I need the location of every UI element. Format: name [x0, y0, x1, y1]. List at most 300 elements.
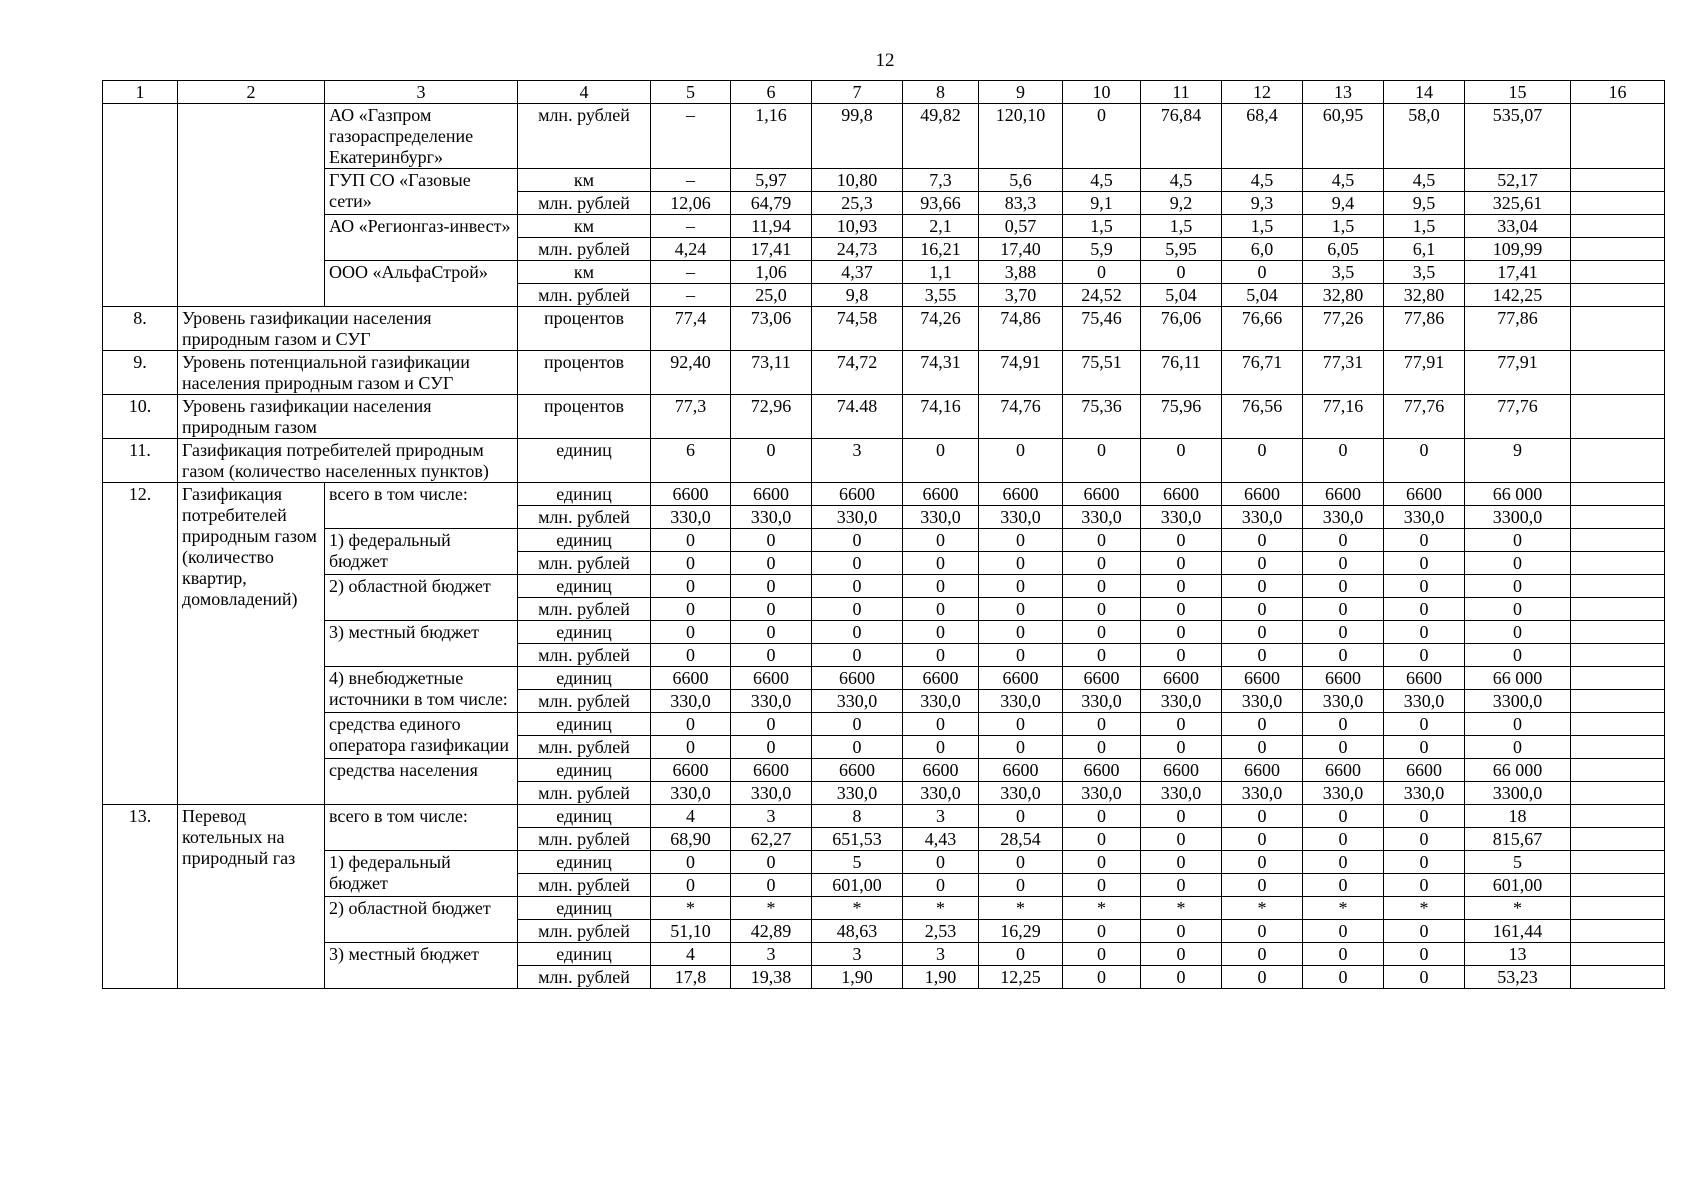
- value-cell: 74,86: [979, 307, 1063, 351]
- value-cell: 17,41: [1465, 261, 1571, 284]
- indicator-name-cell: Перевод котельных на природный газ: [178, 805, 325, 989]
- value-cell: 1,5: [1141, 215, 1222, 238]
- value-cell: 66 000: [1465, 759, 1571, 782]
- value-cell: 52,17: [1465, 169, 1571, 192]
- column-number-cell: 13: [1303, 81, 1384, 104]
- empty-cell: [1571, 552, 1665, 575]
- value-cell: 0: [1384, 598, 1465, 621]
- funding-source-cell: 2) областной бюджет: [325, 897, 518, 943]
- value-cell: 0: [651, 644, 731, 667]
- unit-cell: млн. рублей: [518, 874, 651, 897]
- empty-cell: [1571, 215, 1665, 238]
- value-cell: 66 000: [1465, 667, 1571, 690]
- value-cell: 74,31: [903, 351, 979, 395]
- value-cell: 0: [1063, 598, 1141, 621]
- funding-source-cell: 1) федеральный бюджет: [325, 851, 518, 897]
- value-cell: 0: [1222, 575, 1303, 598]
- value-cell: 77,16: [1303, 395, 1384, 439]
- value-cell: 25,0: [731, 284, 812, 307]
- value-cell: 64,79: [731, 192, 812, 215]
- value-cell: 3300,0: [1465, 782, 1571, 805]
- value-cell: 0: [979, 621, 1063, 644]
- value-cell: 74,26: [903, 307, 979, 351]
- value-cell: 0: [731, 851, 812, 874]
- value-cell: 0: [903, 851, 979, 874]
- value-cell: 93,66: [903, 192, 979, 215]
- value-cell: 17,41: [731, 238, 812, 261]
- unit-cell: единиц: [518, 575, 651, 598]
- value-cell: 4: [651, 805, 731, 828]
- value-cell: 330,0: [1063, 690, 1141, 713]
- value-cell: 0: [1384, 851, 1465, 874]
- value-cell: 4,43: [903, 828, 979, 851]
- value-cell: 0: [1384, 828, 1465, 851]
- value-cell: 17,8: [651, 966, 731, 989]
- value-cell: 0: [1063, 966, 1141, 989]
- value-cell: 0: [1063, 805, 1141, 828]
- value-cell: 0: [1465, 621, 1571, 644]
- value-cell: 6600: [812, 667, 903, 690]
- value-cell: 0: [1222, 851, 1303, 874]
- value-cell: 72,96: [731, 395, 812, 439]
- column-number-cell: 6: [731, 81, 812, 104]
- value-cell: 24,73: [812, 238, 903, 261]
- value-cell: 77,86: [1384, 307, 1465, 351]
- value-cell: 6600: [812, 483, 903, 506]
- value-cell: 6600: [1384, 483, 1465, 506]
- unit-cell: млн. рублей: [518, 506, 651, 529]
- value-cell: 0: [1384, 805, 1465, 828]
- value-cell: 0: [1222, 598, 1303, 621]
- value-cell: 6600: [651, 483, 731, 506]
- value-cell: 6,0: [1222, 238, 1303, 261]
- value-cell: 0: [1141, 851, 1222, 874]
- value-cell: 330,0: [903, 690, 979, 713]
- value-cell: 5,04: [1141, 284, 1222, 307]
- empty-cell: [1571, 351, 1665, 395]
- unit-cell: млн. рублей: [518, 598, 651, 621]
- empty-cell: [1571, 851, 1665, 874]
- unit-cell: единиц: [518, 483, 651, 506]
- value-cell: 0: [1303, 943, 1384, 966]
- value-cell: 651,53: [812, 828, 903, 851]
- empty-cell: [1571, 782, 1665, 805]
- empty-cell: [1571, 736, 1665, 759]
- value-cell: 0: [731, 713, 812, 736]
- value-cell: 330,0: [651, 690, 731, 713]
- unit-cell: процентов: [518, 351, 651, 395]
- value-cell: 0: [812, 575, 903, 598]
- value-cell: 0: [651, 874, 731, 897]
- value-cell: 5: [1465, 851, 1571, 874]
- empty-cell: [1571, 644, 1665, 667]
- value-cell: 0: [1303, 966, 1384, 989]
- value-cell: 330,0: [1303, 782, 1384, 805]
- value-cell: 75,96: [1141, 395, 1222, 439]
- value-cell: 1,1: [903, 261, 979, 284]
- value-cell: 74,76: [979, 395, 1063, 439]
- value-cell: 142,25: [1465, 284, 1571, 307]
- value-cell: 25,3: [812, 192, 903, 215]
- value-cell: 3,70: [979, 284, 1063, 307]
- value-cell: 76,06: [1141, 307, 1222, 351]
- unit-cell: млн. рублей: [518, 736, 651, 759]
- value-cell: 3: [812, 943, 903, 966]
- value-cell: 3: [903, 943, 979, 966]
- value-cell: 75,36: [1063, 395, 1141, 439]
- empty-cell: [1571, 439, 1665, 483]
- value-cell: 109,99: [1465, 238, 1571, 261]
- table-row: [103, 104, 1665, 169]
- number-cell: 10.: [103, 395, 178, 439]
- value-cell: 4: [651, 943, 731, 966]
- indicator-name-cell: Уровень потенциальной газификации населения природным газом и СУГ: [178, 351, 518, 395]
- value-cell: 0: [812, 621, 903, 644]
- value-cell: 6600: [1222, 759, 1303, 782]
- value-cell: 33,04: [1465, 215, 1571, 238]
- value-cell: 0: [1063, 828, 1141, 851]
- value-cell: 1,5: [1303, 215, 1384, 238]
- value-cell: 4,5: [1141, 169, 1222, 192]
- value-cell: 0: [1303, 851, 1384, 874]
- value-cell: 0: [1303, 805, 1384, 828]
- value-cell: 0: [1141, 621, 1222, 644]
- value-cell: 16,21: [903, 238, 979, 261]
- value-cell: 0: [1141, 920, 1222, 943]
- value-cell: 9,5: [1384, 192, 1465, 215]
- value-cell: 330,0: [651, 782, 731, 805]
- value-cell: 6600: [1063, 759, 1141, 782]
- value-cell: 10,80: [812, 169, 903, 192]
- column-number-cell: 8: [903, 81, 979, 104]
- number-cell: 13.: [103, 805, 178, 989]
- empty-cell: [1571, 828, 1665, 851]
- value-cell: 60,95: [1303, 104, 1384, 169]
- table-row: [103, 529, 1665, 552]
- value-cell: 1,90: [812, 966, 903, 989]
- empty-cell: [1571, 621, 1665, 644]
- value-cell: 75,46: [1063, 307, 1141, 351]
- value-cell: 6600: [731, 483, 812, 506]
- table-row: [103, 851, 1665, 874]
- value-cell: 0: [1141, 598, 1222, 621]
- table-row: [103, 395, 1665, 439]
- value-cell: 0: [979, 552, 1063, 575]
- table-row: [103, 169, 1665, 192]
- empty-cell: [1571, 506, 1665, 529]
- value-cell: 0: [812, 736, 903, 759]
- value-cell: 330,0: [1141, 782, 1222, 805]
- value-cell: 0: [1063, 920, 1141, 943]
- value-cell: 0: [1465, 644, 1571, 667]
- value-cell: 9,1: [1063, 192, 1141, 215]
- value-cell: 4,5: [1384, 169, 1465, 192]
- value-cell: 330,0: [651, 506, 731, 529]
- value-cell: 18: [1465, 805, 1571, 828]
- table-row: [103, 439, 1665, 483]
- value-cell: 77,76: [1384, 395, 1465, 439]
- value-cell: 74.48: [812, 395, 903, 439]
- value-cell: 330,0: [1063, 782, 1141, 805]
- empty-cell: [1571, 529, 1665, 552]
- value-cell: *: [903, 897, 979, 920]
- value-cell: 9,3: [1222, 192, 1303, 215]
- value-cell: 0: [979, 598, 1063, 621]
- value-cell: 16,29: [979, 920, 1063, 943]
- funding-source-cell: средства единого оператора газификации: [325, 713, 518, 759]
- value-cell: 330,0: [1222, 782, 1303, 805]
- value-cell: 330,0: [812, 782, 903, 805]
- value-cell: *: [731, 897, 812, 920]
- value-cell: –: [651, 169, 731, 192]
- value-cell: 9,4: [1303, 192, 1384, 215]
- value-cell: 0: [1384, 966, 1465, 989]
- value-cell: 330,0: [1384, 506, 1465, 529]
- value-cell: 330,0: [1303, 690, 1384, 713]
- value-cell: 0: [1303, 828, 1384, 851]
- value-cell: 3: [812, 439, 903, 483]
- value-cell: 0: [1063, 621, 1141, 644]
- value-cell: 0: [651, 713, 731, 736]
- value-cell: 0: [1063, 713, 1141, 736]
- value-cell: 3300,0: [1465, 506, 1571, 529]
- empty-cell: [1571, 284, 1665, 307]
- value-cell: *: [979, 897, 1063, 920]
- value-cell: 6600: [731, 667, 812, 690]
- value-cell: 0: [1222, 261, 1303, 284]
- value-cell: 0: [651, 575, 731, 598]
- value-cell: 0: [1303, 552, 1384, 575]
- value-cell: 330,0: [903, 782, 979, 805]
- unit-cell: единиц: [518, 943, 651, 966]
- empty-cell: [1571, 920, 1665, 943]
- value-cell: 76,11: [1141, 351, 1222, 395]
- value-cell: 0: [903, 736, 979, 759]
- value-cell: 601,00: [1465, 874, 1571, 897]
- empty-cell: [1571, 897, 1665, 920]
- value-cell: 0: [1222, 621, 1303, 644]
- value-cell: 6600: [1303, 667, 1384, 690]
- value-cell: 3: [903, 805, 979, 828]
- value-cell: 330,0: [1303, 506, 1384, 529]
- value-cell: 3,55: [903, 284, 979, 307]
- value-cell: 0: [903, 552, 979, 575]
- value-cell: 6600: [1141, 483, 1222, 506]
- unit-cell: единиц: [518, 667, 651, 690]
- value-cell: 76,84: [1141, 104, 1222, 169]
- unit-cell: единиц: [518, 529, 651, 552]
- value-cell: 0: [1222, 439, 1303, 483]
- value-cell: 0: [903, 439, 979, 483]
- unit-cell: млн. рублей: [518, 284, 651, 307]
- table-row: [103, 713, 1665, 736]
- empty-cell: [1571, 575, 1665, 598]
- column-number-cell: 14: [1384, 81, 1465, 104]
- value-cell: 0: [1303, 920, 1384, 943]
- value-cell: *: [1063, 897, 1141, 920]
- value-cell: 1,16: [731, 104, 812, 169]
- value-cell: 58,0: [1384, 104, 1465, 169]
- organization-cell: ГУП СО «Газовые сети»: [325, 169, 518, 215]
- value-cell: 0: [979, 529, 1063, 552]
- value-cell: 9: [1465, 439, 1571, 483]
- value-cell: 0: [1222, 805, 1303, 828]
- indicator-name-cell: Газификация потребителей природным газом (количество квартир, домовладений): [178, 483, 325, 805]
- value-cell: 0: [731, 644, 812, 667]
- value-cell: 0: [731, 575, 812, 598]
- value-cell: 0: [1303, 575, 1384, 598]
- value-cell: 0: [1141, 644, 1222, 667]
- value-cell: 12,06: [651, 192, 731, 215]
- value-cell: 0: [651, 529, 731, 552]
- value-cell: 76,66: [1222, 307, 1303, 351]
- value-cell: 0: [1063, 736, 1141, 759]
- value-cell: 49,82: [903, 104, 979, 169]
- unit-cell: процентов: [518, 395, 651, 439]
- value-cell: 0: [1303, 713, 1384, 736]
- empty-cell: [1571, 169, 1665, 192]
- value-cell: 68,90: [651, 828, 731, 851]
- empty-cell: [1571, 690, 1665, 713]
- column-number-cell: 2: [178, 81, 325, 104]
- value-cell: 0: [1063, 575, 1141, 598]
- value-cell: 0: [731, 529, 812, 552]
- value-cell: 0: [1384, 644, 1465, 667]
- unit-cell: млн. рублей: [518, 782, 651, 805]
- value-cell: 10,93: [812, 215, 903, 238]
- value-cell: 330,0: [979, 506, 1063, 529]
- value-cell: 6600: [979, 667, 1063, 690]
- value-cell: 0: [1222, 529, 1303, 552]
- value-cell: 73,06: [731, 307, 812, 351]
- unit-cell: единиц: [518, 851, 651, 874]
- value-cell: 99,8: [812, 104, 903, 169]
- value-cell: 6600: [903, 483, 979, 506]
- value-cell: 0: [1222, 920, 1303, 943]
- value-cell: 4,5: [1063, 169, 1141, 192]
- empty-cell: [1571, 307, 1665, 351]
- number-cell: 8.: [103, 307, 178, 351]
- table-row: [103, 667, 1665, 690]
- table-row: [103, 261, 1665, 284]
- value-cell: 815,67: [1465, 828, 1571, 851]
- unit-cell: единиц: [518, 713, 651, 736]
- value-cell: 0: [903, 713, 979, 736]
- value-cell: 0: [651, 851, 731, 874]
- value-cell: 0: [979, 874, 1063, 897]
- value-cell: 32,80: [1384, 284, 1465, 307]
- value-cell: 83,3: [979, 192, 1063, 215]
- indicator-name-cell: Газификация потребителей природным газом (количество населенных пунктов): [178, 439, 518, 483]
- value-cell: 0: [651, 736, 731, 759]
- value-cell: 73,11: [731, 351, 812, 395]
- empty-cell: [1571, 238, 1665, 261]
- unit-cell: км: [518, 169, 651, 192]
- value-cell: 330,0: [1141, 690, 1222, 713]
- value-cell: 0: [1303, 621, 1384, 644]
- column-number-cell: 12: [1222, 81, 1303, 104]
- value-cell: 77,86: [1465, 307, 1571, 351]
- value-cell: 0: [1141, 575, 1222, 598]
- funding-source-cell: 3) местный бюджет: [325, 621, 518, 667]
- value-cell: 6600: [903, 667, 979, 690]
- value-cell: 5,97: [731, 169, 812, 192]
- value-cell: 0: [903, 621, 979, 644]
- unit-cell: единиц: [518, 759, 651, 782]
- column-number-cell: 7: [812, 81, 903, 104]
- value-cell: 330,0: [1384, 690, 1465, 713]
- value-cell: 32,80: [1303, 284, 1384, 307]
- value-cell: 9,2: [1141, 192, 1222, 215]
- value-cell: 74,16: [903, 395, 979, 439]
- empty-cell: [1571, 713, 1665, 736]
- value-cell: 1,5: [1222, 215, 1303, 238]
- value-cell: 1,5: [1063, 215, 1141, 238]
- value-cell: 0: [1063, 104, 1141, 169]
- value-cell: 0: [812, 644, 903, 667]
- value-cell: 4,24: [651, 238, 731, 261]
- value-cell: 6600: [812, 759, 903, 782]
- value-cell: 0: [731, 736, 812, 759]
- unit-cell: км: [518, 261, 651, 284]
- value-cell: 0: [1465, 598, 1571, 621]
- value-cell: 3: [731, 805, 812, 828]
- empty-cell: [1571, 192, 1665, 215]
- value-cell: 5,04: [1222, 284, 1303, 307]
- funding-source-cell: всего в том числе:: [325, 483, 518, 529]
- value-cell: 5,6: [979, 169, 1063, 192]
- column-number-cell: 5: [651, 81, 731, 104]
- column-number-cell: 1: [103, 81, 178, 104]
- page-number: 12: [875, 50, 895, 71]
- value-cell: 0: [1384, 552, 1465, 575]
- value-cell: 0: [979, 851, 1063, 874]
- value-cell: 6600: [1303, 483, 1384, 506]
- value-cell: 0: [731, 439, 812, 483]
- unit-cell: млн. рублей: [518, 920, 651, 943]
- value-cell: 535,07: [1465, 104, 1571, 169]
- value-cell: 74,58: [812, 307, 903, 351]
- value-cell: 0: [1465, 736, 1571, 759]
- value-cell: 6600: [1063, 483, 1141, 506]
- value-cell: *: [1303, 897, 1384, 920]
- value-cell: 0: [1465, 552, 1571, 575]
- value-cell: 6600: [731, 759, 812, 782]
- value-cell: 330,0: [979, 690, 1063, 713]
- value-cell: 6600: [979, 483, 1063, 506]
- unit-cell: млн. рублей: [518, 192, 651, 215]
- value-cell: 0: [1384, 874, 1465, 897]
- value-cell: 77,4: [651, 307, 731, 351]
- table-row: [103, 805, 1665, 828]
- table-row: [103, 215, 1665, 238]
- value-cell: 0: [1303, 439, 1384, 483]
- value-cell: 5,9: [1063, 238, 1141, 261]
- column-number-cell: 16: [1571, 81, 1665, 104]
- value-cell: 0: [812, 529, 903, 552]
- value-cell: 5: [812, 851, 903, 874]
- value-cell: 6600: [903, 759, 979, 782]
- value-cell: 0: [1465, 713, 1571, 736]
- value-cell: 0: [731, 598, 812, 621]
- value-cell: 74,72: [812, 351, 903, 395]
- value-cell: 0: [1384, 575, 1465, 598]
- table-row: [103, 943, 1665, 966]
- value-cell: 0: [1303, 874, 1384, 897]
- empty-cell: [1571, 759, 1665, 782]
- value-cell: *: [1384, 897, 1465, 920]
- value-cell: 3: [731, 943, 812, 966]
